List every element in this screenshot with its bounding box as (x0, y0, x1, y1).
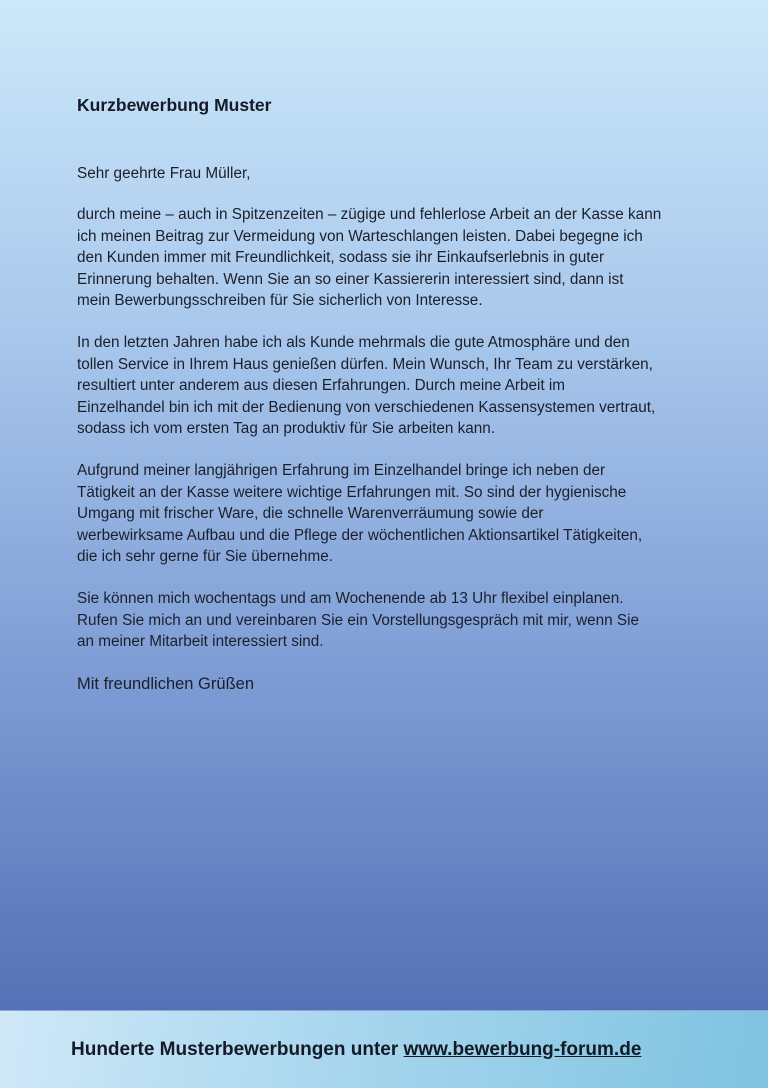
text-line: Tätigkeit an der Kasse weitere wichtige Erfahrungen mit. So sind der hygienische (77, 483, 627, 501)
text-line: In den letzten Jahren habe ich als Kunde mehrmals die gute Atmosphäre und den (77, 334, 630, 351)
footer-link[interactable]: www.bewerbung-forum.de (403, 1039, 642, 1060)
document-title: Kurzbewerbung Muster (77, 95, 272, 115)
text-line: Sie können mich wochentags und am Wochenende ab 13 Uhr flexibel einplanen. (77, 590, 624, 607)
paragraph-3 (77, 460, 642, 568)
text-line: Rufen Sie mich an und vereinbaren Sie ein Vorstellungsgespräch mit mir, wenn Sie (77, 611, 640, 629)
paragraph-2 (77, 332, 655, 440)
text-line: Aufgrund meiner langjährigen Erfahrung im Einzelhandel bringe ich neben der (77, 462, 606, 479)
text-line: Erinnerung behalten. Wenn Sie an so einer Kassiererin interessiert sind, dann ist (77, 270, 624, 288)
text-line: werbewirksame Aufbau und die Pflege der wöchentlichen Aktionsartikel Tätigkeiten, (77, 526, 643, 544)
footer-text (71, 1039, 641, 1061)
text-line: durch meine – auch in Spitzenzeiten – zügige und fehlerlose Arbeit an der Kasse kann (77, 206, 662, 223)
footer-banner (0, 1010, 768, 1088)
paragraph-4 (77, 588, 639, 653)
text-line: die ich sehr gerne für Sie übernehme. (77, 548, 333, 565)
text-line: ich meinen Beitrag zur Vermeidung von Warteschlangen leisten. Dabei begegne ich (77, 227, 643, 245)
text-line: den Kunden immer mit Freundlichkeit, sodass sie ihr Einkaufserlebnis in guter (77, 249, 605, 266)
text-line: resultiert unter anderem aus diesen Erfahrungen. Durch meine Arbeit im (77, 377, 566, 394)
paragraph-1 (77, 204, 661, 312)
text-line: mein Bewerbungsschreiben für Sie sicherlich von Interesse. (77, 292, 483, 309)
text-line: Umgang mit frischer Ware, die schnelle Warenverräumung sowie der (77, 505, 544, 522)
greeting: Sehr geehrte Frau Müller, (77, 165, 251, 182)
closing: Mit freundlichen Grüßen (77, 675, 254, 693)
text-line: sodass ich vom ersten Tag an produktiv für Sie arbeiten kann. (77, 420, 496, 437)
text-line: tollen Service in Ihrem Haus genießen dürfen. Mein Wunsch, Ihr Team zu verstärken, (77, 355, 653, 373)
text-line: an meiner Mitarbeit interessiert sind. (77, 633, 324, 650)
text-line: Einzelhandel bin ich mit der Bedienung von verschiedenen Kassensystemen vertraut, (77, 398, 656, 416)
footer-label: Hunderte Musterbewerbungen unter (71, 1039, 404, 1060)
